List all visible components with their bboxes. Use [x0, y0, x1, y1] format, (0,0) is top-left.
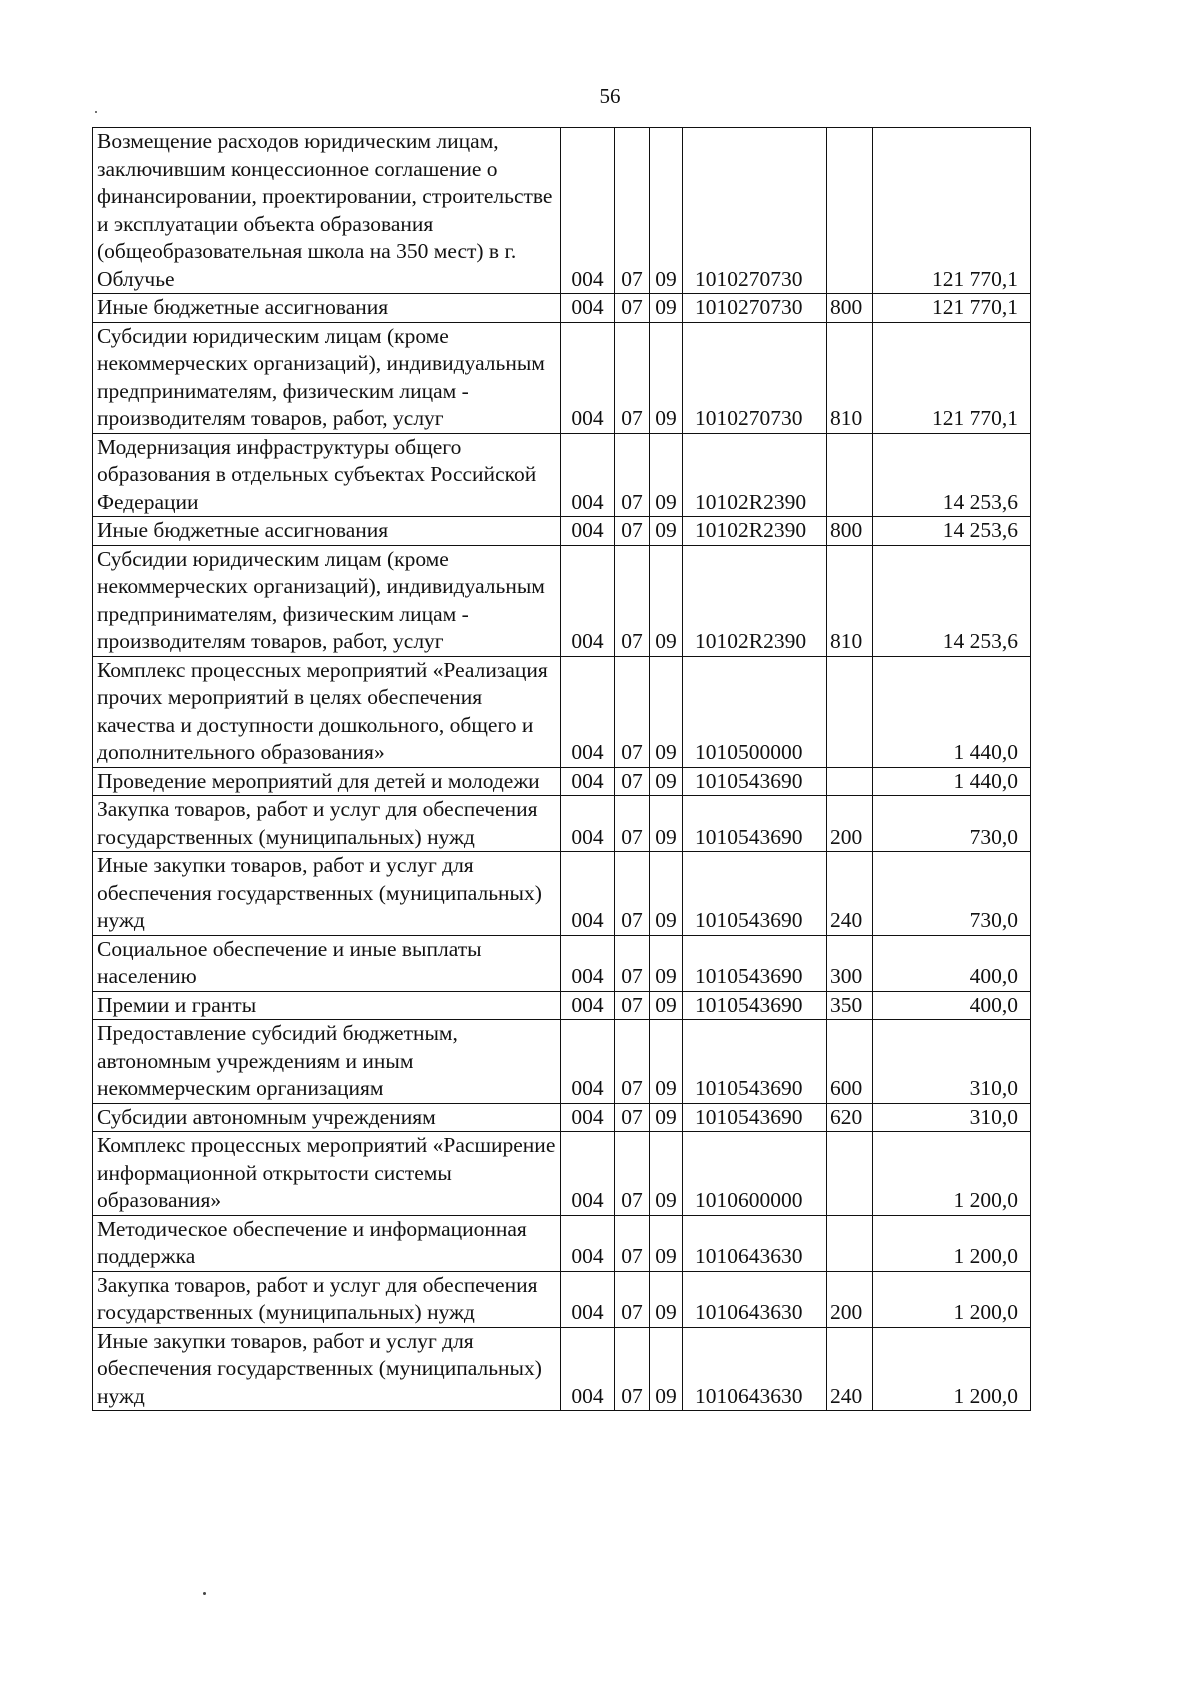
expense-type-code-cell — [827, 128, 873, 294]
expense-type-code-cell — [827, 767, 873, 796]
section-code-cell: 07 — [615, 1215, 650, 1271]
grbs-code-cell: 004 — [561, 935, 615, 991]
target-article-code-cell: 1010543690 — [683, 1103, 827, 1132]
grbs-code-cell: 004 — [561, 128, 615, 294]
item-name-cell: Модернизация инфраструктуры общего образования в отдельных субъектах Российской Федерации — [93, 433, 561, 517]
grbs-code-cell: 004 — [561, 433, 615, 517]
budget-table-body — [93, 128, 1031, 1411]
grbs-code-cell: 004 — [561, 1103, 615, 1132]
amount-cell: 400,0 — [873, 935, 1031, 991]
subsection-code-cell: 09 — [650, 767, 683, 796]
expense-type-code-cell — [827, 1132, 873, 1216]
target-article-code-cell: 1010543690 — [683, 935, 827, 991]
section-code-cell: 07 — [615, 852, 650, 936]
subsection-code-cell: 09 — [650, 935, 683, 991]
table-row — [93, 1020, 1031, 1104]
item-name-cell: Социальное обеспечение и иные выплаты населению — [93, 935, 561, 991]
table-row — [93, 935, 1031, 991]
amount-cell: 1 200,0 — [873, 1215, 1031, 1271]
table-row — [93, 517, 1031, 546]
grbs-code-cell: 004 — [561, 991, 615, 1020]
grbs-code-cell: 004 — [561, 322, 615, 433]
expense-type-code-cell: 240 — [827, 1327, 873, 1411]
subsection-code-cell: 09 — [650, 1132, 683, 1216]
expense-type-code-cell — [827, 1215, 873, 1271]
grbs-code-cell: 004 — [561, 852, 615, 936]
amount-cell: 121 770,1 — [873, 294, 1031, 323]
item-name-cell: Иные бюджетные ассигнования — [93, 517, 561, 546]
item-name-cell: Комплекс процессных мероприятий «Реализация прочих мероприятий в целях обеспечения качества и доступности дошкольного, общего и дополнительного образования» — [93, 656, 561, 767]
target-article-code-cell: 10102R2390 — [683, 545, 827, 656]
amount-cell: 1 200,0 — [873, 1271, 1031, 1327]
subsection-code-cell: 09 — [650, 656, 683, 767]
table-row — [93, 991, 1031, 1020]
target-article-code-cell: 1010270730 — [683, 322, 827, 433]
amount-cell: 310,0 — [873, 1103, 1031, 1132]
expense-type-code-cell: 300 — [827, 935, 873, 991]
target-article-code-cell: 1010543690 — [683, 852, 827, 936]
grbs-code-cell: 004 — [561, 294, 615, 323]
amount-cell: 121 770,1 — [873, 128, 1031, 294]
target-article-code-cell: 1010270730 — [683, 128, 827, 294]
amount-cell: 14 253,6 — [873, 433, 1031, 517]
amount-cell: 1 200,0 — [873, 1327, 1031, 1411]
amount-cell: 400,0 — [873, 991, 1031, 1020]
grbs-code-cell: 004 — [561, 517, 615, 546]
target-article-code-cell: 1010543690 — [683, 991, 827, 1020]
section-code-cell: 07 — [615, 1271, 650, 1327]
item-name-cell: Комплекс процессных мероприятий «Расширение информационной открытости системы образования» — [93, 1132, 561, 1216]
amount-cell: 121 770,1 — [873, 322, 1031, 433]
item-name-cell: Предоставление субсидий бюджетным, автономным учреждениям и иным некоммерческим организациям — [93, 1020, 561, 1104]
target-article-code-cell: 10102R2390 — [683, 433, 827, 517]
table-row — [93, 1132, 1031, 1216]
table-row — [93, 1215, 1031, 1271]
subsection-code-cell: 09 — [650, 852, 683, 936]
section-code-cell: 07 — [615, 991, 650, 1020]
subsection-code-cell: 09 — [650, 294, 683, 323]
expense-type-code-cell — [827, 656, 873, 767]
expense-type-code-cell: 810 — [827, 545, 873, 656]
table-row — [93, 767, 1031, 796]
expense-type-code-cell: 620 — [827, 1103, 873, 1132]
amount-cell: 14 253,6 — [873, 545, 1031, 656]
grbs-code-cell: 004 — [561, 767, 615, 796]
item-name-cell: Методическое обеспечение и информационная поддержка — [93, 1215, 561, 1271]
section-code-cell: 07 — [615, 767, 650, 796]
section-code-cell: 07 — [615, 322, 650, 433]
item-name-cell: Иные бюджетные ассигнования — [93, 294, 561, 323]
budget-table — [92, 127, 1031, 1411]
expense-type-code-cell: 810 — [827, 322, 873, 433]
expense-type-code-cell: 350 — [827, 991, 873, 1020]
target-article-code-cell: 1010643630 — [683, 1271, 827, 1327]
item-name-cell: Проведение мероприятий для детей и молодежи — [93, 767, 561, 796]
subsection-code-cell: 09 — [650, 1020, 683, 1104]
item-name-cell: Субсидии юридическим лицам (кроме некоммерческих организаций), индивидуальным предпринимателям, физическим лицам - производителям товаров, работ, услуг — [93, 545, 561, 656]
subsection-code-cell: 09 — [650, 1215, 683, 1271]
grbs-code-cell: 004 — [561, 656, 615, 767]
section-code-cell: 07 — [615, 433, 650, 517]
subsection-code-cell: 09 — [650, 545, 683, 656]
item-name-cell: Возмещение расходов юридическим лицам, заключившим концессионное соглашение о финансировании, проектировании, строительстве и эксплуатации объекта образования (общеобразовательная школа на 350 мест) в г. Облучье — [93, 128, 561, 294]
target-article-code-cell: 1010543690 — [683, 796, 827, 852]
expense-type-code-cell: 240 — [827, 852, 873, 936]
expense-type-code-cell — [827, 433, 873, 517]
subsection-code-cell: 09 — [650, 1327, 683, 1411]
section-code-cell: 07 — [615, 545, 650, 656]
scan-speck — [95, 111, 97, 113]
amount-cell: 1 440,0 — [873, 656, 1031, 767]
expense-type-code-cell: 800 — [827, 294, 873, 323]
subsection-code-cell: 09 — [650, 1103, 683, 1132]
amount-cell: 730,0 — [873, 796, 1031, 852]
table-row — [93, 322, 1031, 433]
target-article-code-cell: 1010270730 — [683, 294, 827, 323]
section-code-cell: 07 — [615, 517, 650, 546]
table-row — [93, 128, 1031, 294]
section-code-cell: 07 — [615, 1020, 650, 1104]
amount-cell: 1 440,0 — [873, 767, 1031, 796]
item-name-cell: Субсидии автономным учреждениям — [93, 1103, 561, 1132]
target-article-code-cell: 1010600000 — [683, 1132, 827, 1216]
target-article-code-cell: 1010500000 — [683, 656, 827, 767]
table-row — [93, 1103, 1031, 1132]
subsection-code-cell: 09 — [650, 128, 683, 294]
item-name-cell: Субсидии юридическим лицам (кроме некоммерческих организаций), индивидуальным предпринимателям, физическим лицам - производителям товаров, работ, услуг — [93, 322, 561, 433]
grbs-code-cell: 004 — [561, 1327, 615, 1411]
section-code-cell: 07 — [615, 128, 650, 294]
table-row — [93, 294, 1031, 323]
grbs-code-cell: 004 — [561, 796, 615, 852]
target-article-code-cell: 1010643630 — [683, 1327, 827, 1411]
expense-type-code-cell: 600 — [827, 1020, 873, 1104]
section-code-cell: 07 — [615, 796, 650, 852]
subsection-code-cell: 09 — [650, 433, 683, 517]
subsection-code-cell: 09 — [650, 322, 683, 433]
item-name-cell: Закупка товаров, работ и услуг для обеспечения государственных (муниципальных) нужд — [93, 796, 561, 852]
item-name-cell: Закупка товаров, работ и услуг для обеспечения государственных (муниципальных) нужд — [93, 1271, 561, 1327]
table-row — [93, 545, 1031, 656]
amount-cell: 310,0 — [873, 1020, 1031, 1104]
grbs-code-cell: 004 — [561, 545, 615, 656]
subsection-code-cell: 09 — [650, 1271, 683, 1327]
target-article-code-cell: 1010543690 — [683, 767, 827, 796]
subsection-code-cell: 09 — [650, 517, 683, 546]
amount-cell: 1 200,0 — [873, 1132, 1031, 1216]
expense-type-code-cell: 200 — [827, 1271, 873, 1327]
scan-speck — [203, 1592, 206, 1595]
section-code-cell: 07 — [615, 1103, 650, 1132]
subsection-code-cell: 09 — [650, 991, 683, 1020]
table-row — [93, 1271, 1031, 1327]
section-code-cell: 07 — [615, 294, 650, 323]
table-row — [93, 1327, 1031, 1411]
section-code-cell: 07 — [615, 656, 650, 767]
table-row — [93, 656, 1031, 767]
section-code-cell: 07 — [615, 1132, 650, 1216]
section-code-cell: 07 — [615, 935, 650, 991]
grbs-code-cell: 004 — [561, 1215, 615, 1271]
grbs-code-cell: 004 — [561, 1271, 615, 1327]
subsection-code-cell: 09 — [650, 796, 683, 852]
section-code-cell: 07 — [615, 1327, 650, 1411]
table-row — [93, 433, 1031, 517]
expense-type-code-cell: 200 — [827, 796, 873, 852]
item-name-cell: Премии и гранты — [93, 991, 561, 1020]
amount-cell: 14 253,6 — [873, 517, 1031, 546]
table-row — [93, 852, 1031, 936]
grbs-code-cell: 004 — [561, 1020, 615, 1104]
page-number: 56 — [599, 84, 621, 108]
target-article-code-cell: 10102R2390 — [683, 517, 827, 546]
item-name-cell: Иные закупки товаров, работ и услуг для обеспечения государственных (муниципальных) нужд — [93, 852, 561, 936]
target-article-code-cell: 1010643630 — [683, 1215, 827, 1271]
expense-type-code-cell: 800 — [827, 517, 873, 546]
grbs-code-cell: 004 — [561, 1132, 615, 1216]
item-name-cell: Иные закупки товаров, работ и услуг для обеспечения государственных (муниципальных) нужд — [93, 1327, 561, 1411]
target-article-code-cell: 1010543690 — [683, 1020, 827, 1104]
table-row — [93, 796, 1031, 852]
amount-cell: 730,0 — [873, 852, 1031, 936]
